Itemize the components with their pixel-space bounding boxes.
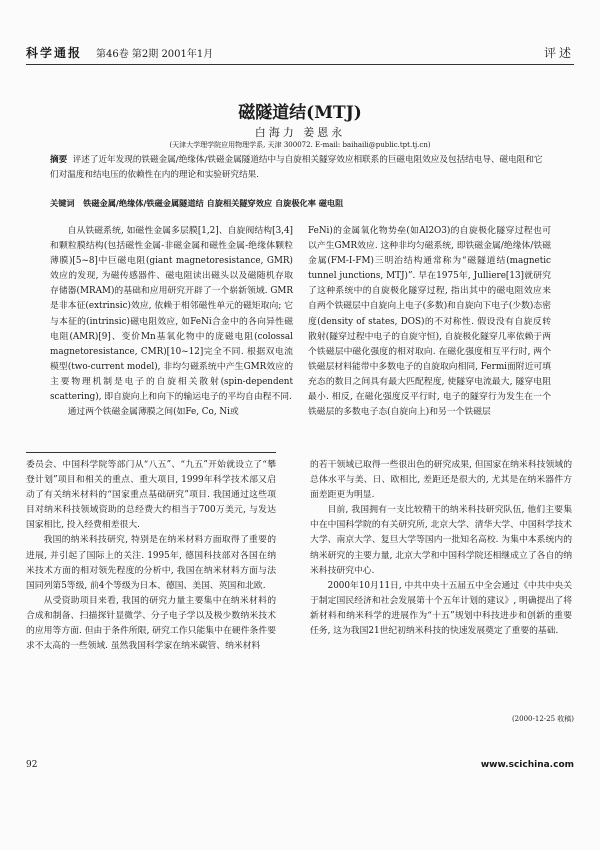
header-rule <box>26 64 574 65</box>
paragraph: 我国的纳米科技研究, 特别是在纳米材料方面取得了重要的进展, 并引起了国际上的关注. 1995年, 德国科技部对各国在纳米技术方面的相对领先程度的分析中, 我国在纳米材料方面与法国同列第5等级, 前4个等级为日本、德国、美国、英国和北欧. <box>26 535 276 591</box>
lower-right-column <box>310 458 572 639</box>
issue-info: 第46卷 第2期 2001年1月 <box>96 49 214 60</box>
paragraph: 自从铁磁系统, 如磁性金属多层膜[1,2]、自旋阀结构[3,4]和颗粒膜结构(包括磁性金属-非磁金属和磁性金属-绝缘体颗粒薄膜)[5~8]中巨磁电阻(giant magnetoresistance, GMR)效应的发现, 为磁传感器件、磁电阻读出磁头以及磁随机存取存储器(MRAM)的基础和应用研究开辟了一个崭新领域. GMR是非本征(extrinsic)效应, 依赖于相邻磁性单元的磁矩取向; 它与本征的(intrinsic)磁电阻效应, 如FeNi合金中的各向异性磁电阻(AMR)[9]、变价Mn基氧化物中的庞磁电阻(colossal magnetoresistance, CMR)[10~12]完全不同. 根据双电流模型(two-current model), 非均匀磁系统中产生GMR效应的主要物理机制是电子的自旋相关散射(spin-dependent scattering), 即自旋向上和向下的输运电子的平均自由程不同. <box>50 226 293 403</box>
running-header <box>26 44 574 60</box>
upper-left-column <box>50 224 293 420</box>
received-date: (2000-12-25 收稿) <box>511 715 574 723</box>
lower-left-column <box>26 458 276 654</box>
section-divider <box>26 452 276 453</box>
paragraph: 的若干领域已取得一些很出色的研究成果, 但国家在纳米科技领域的总体水平与美、日、欧相比, 差距还是很大的, 尤其是在纳米器件方面差距更为明显. <box>310 460 572 501</box>
paragraph: FeNi)的金属氧化物势垒(如Al2O3)的自旋极化隧穿过程也可以产生GMR效应. 这种非均匀磁系统, 即铁磁金属/绝缘体/铁磁金属(FM-I-FM)三明治结构通常称为“磁隧道结(magnetic tunnel junctions, MTJ)”. 早在1975年, Julliere[13]就研究了这种系统中的自旋极化隧穿过程, 指出其中的磁电阻效应来自两个铁磁层中自旋向上电子(多数)和自旋向下电子(少数)态密度(density of states, DOS)的不对称性. 假设没有自旋反转散射(隧穿过程中电子的自旋守恒), 自旋极化隧穿几率依赖于两个铁磁层中磁化强度的相对取向. 在磁化强度相互平行时, 两个铁磁层材料能带中多数电子的自旋取向相同, Fermi面附近可填充态的数目之间具有最大匹配程度, 使隧穿电流最大, 隧穿电阻最小. 相反, 在磁化强度反平行时, 电子的隧穿行为发生在一个铁磁层的多数电子态(自旋向上)和另一个铁磁层 <box>308 226 551 418</box>
page-footer <box>26 760 574 774</box>
article-authors: 白海力 姜恩永 <box>254 126 346 139</box>
paragraph: 通过两个铁磁金属薄膜之间(如Fe, Co, Ni或 <box>67 407 239 418</box>
author-affiliation: (天津大学理学院应用物理学系, 天津 300072. E-mail: baihaili@public.tpt.tj.cn) <box>169 141 431 149</box>
paragraph: 从受资助项目来看, 我国的研究力量主要集中在纳米材料的合成和制备、扫描探针显微学、分子电子学以及极少数纳米技术的应用等方面. 但由于条件所限, 研究工作只能集中在硬件条件要求不太高的一些领域. 虽然我国科学家在纳米碳管、纳米材料 <box>26 595 276 652</box>
paragraph: 2000年10月11日, 中共中央十五届五中全会通过《中共中央关于制定国民经济和社会发展第十个五年计划的建议》, 明确提出了将新材料和纳米科学的进展作为“十五”规划中科技进步和创新的重要任务, 这为我国21世纪初纳米科技的快速发展奠定了重要的基础. <box>310 580 572 637</box>
page-number: 92 <box>26 760 38 770</box>
paragraph: 目前, 我国拥有一支比较精干的纳米科技研究队伍, 他们主要集中在中国科学院的有关研究所, 北京大学、清华大学、中国科学技术大学、南京大学、复旦大学等国内一批知名高校. 为集中本系统内的纳米研究的主要力量, 北京大学和中国科学院还相继成立了各自的纳米科技研究中心. <box>310 505 572 576</box>
keywords <box>50 198 550 209</box>
article-title: 磁隧道结(MTJ) <box>238 103 362 123</box>
abstract <box>50 153 550 183</box>
keywords-list: 铁磁金属/绝缘体/铁磁金属隧道结 自旋相关隧穿效应 自旋极化率 磁电阻 <box>83 198 344 208</box>
section-label: 评述 <box>543 46 574 60</box>
abstract-label: 摘要 <box>50 155 68 165</box>
journal-name: 科学通报 <box>26 46 83 60</box>
website-link[interactable]: www.scichina.com <box>480 760 574 770</box>
abstract-text: 评述了近年发现的铁磁金属/绝缘体/铁磁金属隧道结中与自旋相关隧穿效应相联系的巨磁电阻效应及包括结电导、磁电阻和它们对温度和结电压的依赖性在内的理论和实验研究结果. <box>50 155 543 180</box>
paragraph: 委员会、中国科学院等部门从“八五”、“九五”开始就设立了“攀登计划”项目和相关的重点、重大项目, 1999年科学技术部又启动了有关纳米材料的“国家重点基础研究”项目. 我国通过这些项目对纳米科技领域资助的总经费大约相当于700万美元, 与发达国家相比, 投入经费相差很大. <box>26 460 276 531</box>
keywords-label: 关键词 <box>50 198 75 208</box>
upper-right-column <box>308 224 551 420</box>
